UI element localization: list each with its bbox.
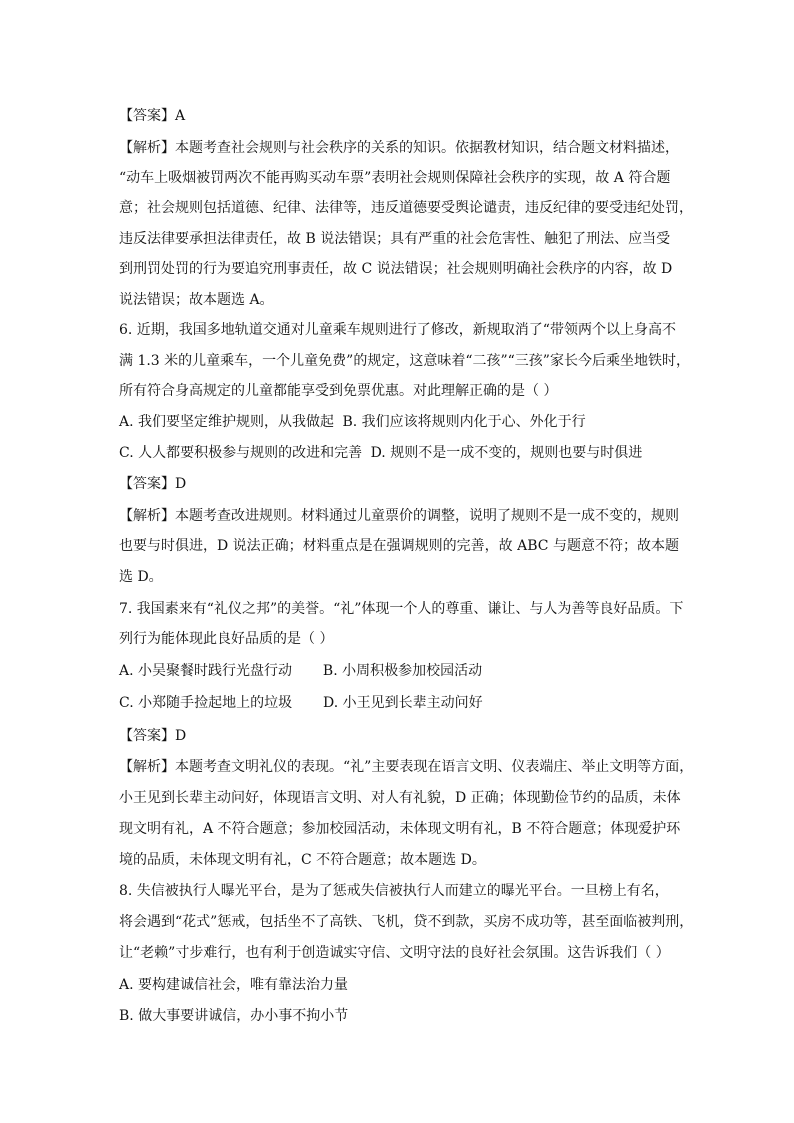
- q6-option-b: B. 我们应该将规则内化于心、外化于行: [342, 414, 586, 430]
- q5-analysis-line: 说法错误；故本题选 A。: [119, 292, 274, 308]
- q7-option-b: B. 小周积极参加校园活动: [322, 663, 483, 679]
- q6-option-a: A. 我们要坚定维护规则，从我做起: [119, 414, 335, 430]
- q6-analysis-line: 也要与时俱进，D 说法正确；材料重点是在强调规则的完善，故 ABC 与题意不符；故本题: [119, 538, 679, 554]
- q8-stem-line: 8. 失信被执行人曝光平台，是为了惩戒失信被执行人而建立的曝光平台。一旦榜上有名，: [119, 883, 669, 899]
- q6-stem-line: 满 1.3 米的儿童乘车，一个儿童免费”的规定，这意味着“二孩”“三孩”家长今后乘坐地铁时，: [119, 353, 690, 369]
- q7-answer: 【答案】D: [119, 728, 187, 744]
- q5-analysis-line: 到刑罚处罚的行为要追究刑事责任，故 C 说法错误；社会规则明确社会秩序的内容，故 D: [119, 261, 673, 277]
- q7-analysis-line: 小王见到长辈主动问好，体现语言文明、对人有礼貌，D 正确；体现勤俭节约的品质，未体: [119, 790, 681, 806]
- q6-stem-line: 6. 近期，我国多地轨道交通对儿童乘车规则进行了修改，新规取消了“带领两个以上身高不: [119, 322, 676, 338]
- q6-option-c: C. 人人都要积极参与规则的改进和完善: [119, 445, 363, 461]
- q7-stem-line: 列行为能体现此良好品质的是（ ）: [119, 631, 334, 647]
- q7-analysis-line: 境的品质，未体现文明有礼，C 不符合题意；故本题选 D。: [119, 852, 486, 868]
- q5-analysis-line: 意；社会规则包括道德、纪律、法律等，违反道德要受舆论谴责，违反纪律的要受违纪处罚，: [119, 200, 693, 216]
- q7-options-row-1: [119, 661, 482, 681]
- q7-option-a: A. 小吴聚餐时践行光盘行动: [119, 663, 293, 679]
- q7-options-row-2: [119, 693, 483, 713]
- q6-analysis-line: 选 D。: [119, 569, 163, 585]
- q6-options-row-1: [119, 412, 586, 432]
- q6-stem-line: 所有符合身高规定的儿童都能享受到免票优惠。对此理解正确的是（ ）: [119, 383, 558, 399]
- q7-stem-line: 7. 我国素来有“礼仪之邦”的美誉。“礼”体现一个人的尊重、谦让、与人为善等良好品质。下: [119, 601, 684, 617]
- q5-answer: 【答案】A: [119, 108, 186, 124]
- q6-answer: 【答案】D: [119, 476, 187, 492]
- q8-option-b: B. 做大事要讲诚信，办小事不拘小节: [119, 1008, 349, 1024]
- q8-stem-line: 将会遇到“花式”惩戒，包括坐不了高铁、飞机，贷不到款，买房不成功等，甚至面临被判刑，: [119, 914, 694, 930]
- q8-stem-line: 让“老赖”寸步难行，也有利于创造诚实守信、文明守法的良好社会氛围。这告诉我们（ ）: [119, 945, 670, 961]
- q7-option-d: D. 小王见到长辈主动问好: [323, 695, 483, 711]
- q5-analysis-line: 违反法律要承担法律责任，故 B 说法错误；具有严重的社会危害性、触犯了刑法、应当受: [119, 231, 671, 247]
- q7-option-c: C. 小郑随手捡起地上的垃圾: [119, 695, 293, 711]
- q6-analysis-line: 【解析】本题考查改进规则。材料通过儿童票价的调整，说明了规则不是一成不变的，规则: [119, 508, 679, 524]
- q5-analysis-line: 【解析】本题考查社会规则与社会秩序的关系的知识。依据教材知识，结合题文材料描述，: [119, 140, 679, 156]
- q7-analysis-line: 【解析】本题考查文明礼仪的表现。“礼”主要表现在语言文明、仪表端庄、举止文明等方面，: [119, 759, 694, 775]
- q5-analysis-line: “动车上吸烟被罚两次不能再购买动车票”表明社会规则保障社会秩序的实现，故 A 符合题: [119, 170, 671, 186]
- q7-analysis-line: 现文明有礼，A 不符合题意；参加校园活动，未体现文明有礼，B 不符合题意；体现爱护环: [119, 821, 681, 837]
- q8-option-a: A. 要构建诚信社会，唯有靠法治力量: [119, 977, 349, 993]
- q6-option-d: D. 规则不是一成不变的，规则也要与时俱进: [370, 445, 643, 461]
- q6-options-row-2: [119, 443, 642, 463]
